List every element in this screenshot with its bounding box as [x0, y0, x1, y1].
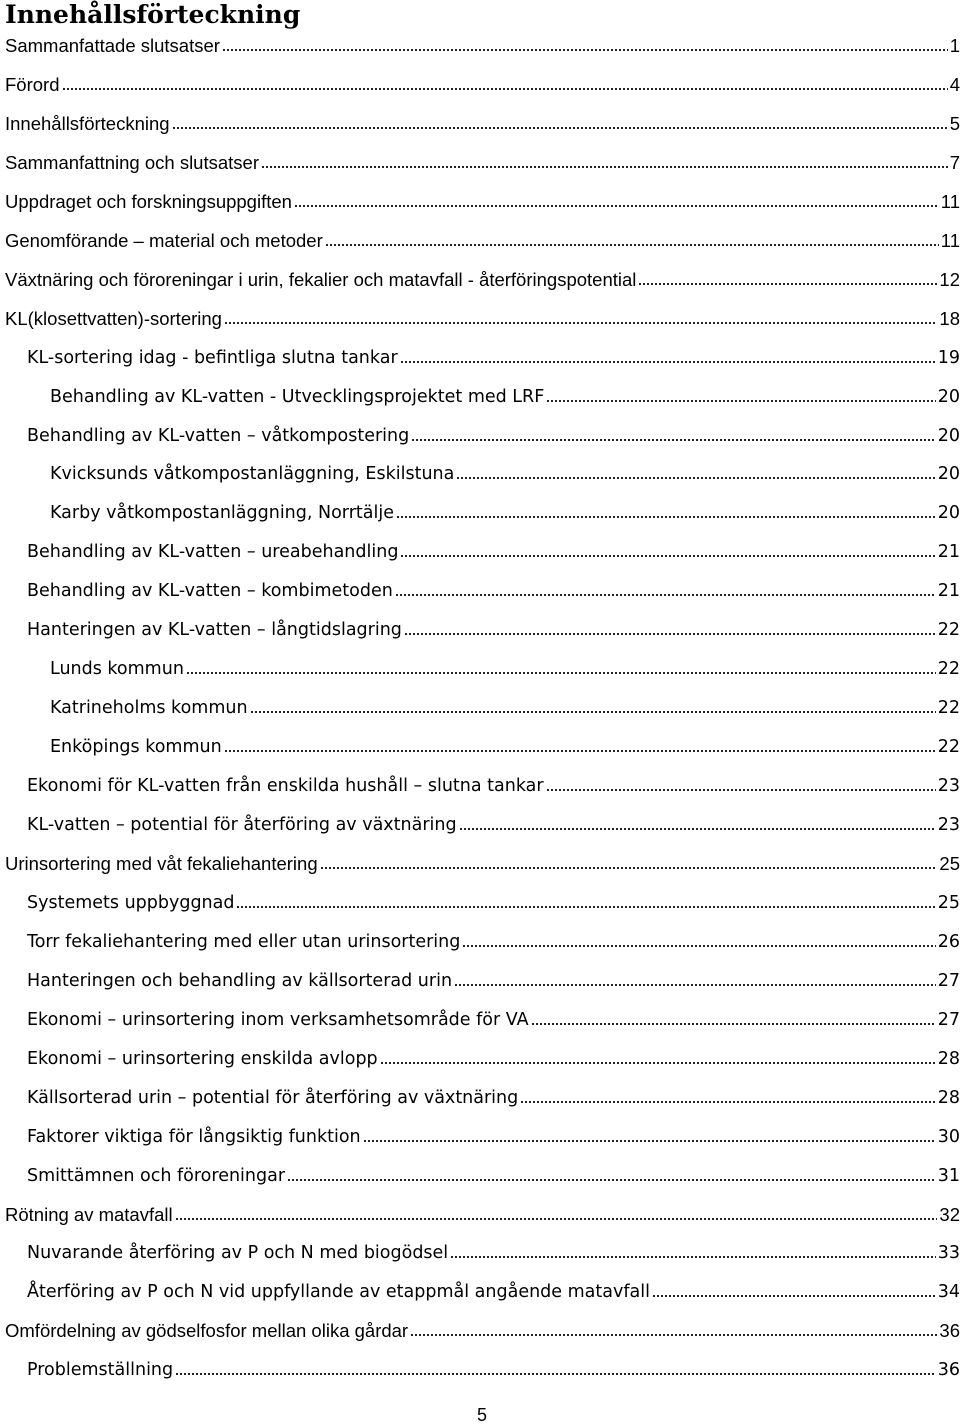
toc-entry-row	[50, 498, 960, 528]
toc-entry-page: 20	[937, 425, 960, 446]
toc-entry-row	[50, 654, 960, 684]
toc-entry-page: 12	[939, 268, 960, 290]
toc-entry-title: Sammanfattade slutsatser	[5, 35, 220, 56]
toc-entry-row	[5, 226, 960, 256]
toc-entry-title: Urinsortering med våt fekaliehantering	[5, 852, 318, 874]
toc-entry-title: Hanteringen och behandling av källsorterad urin	[27, 970, 453, 991]
toc-entry[interactable]	[0, 382, 960, 412]
toc-dot-leader	[261, 164, 948, 170]
toc-entry-page: 11	[940, 190, 960, 212]
toc-entry-page: 11	[940, 229, 960, 251]
toc-dot-leader	[224, 320, 937, 326]
toc-entry[interactable]	[0, 1005, 960, 1035]
toc-entry[interactable]	[0, 304, 960, 334]
toc-entry[interactable]	[0, 810, 960, 840]
toc-entry[interactable]	[0, 70, 960, 100]
toc-dot-leader	[462, 943, 935, 949]
toc-entry[interactable]	[0, 226, 960, 256]
toc-entry-row	[5, 1200, 960, 1230]
toc-entry-page: 23	[937, 776, 960, 797]
toc-dot-leader	[363, 1138, 936, 1144]
toc-entry-title: Systemets uppbyggnad	[27, 892, 235, 913]
toc-dot-leader	[222, 47, 948, 53]
toc-entry-row	[27, 615, 960, 645]
toc-entry[interactable]	[0, 1122, 960, 1152]
toc-entry-page: 20	[937, 464, 960, 485]
toc-dot-leader	[62, 86, 948, 92]
toc-entry-title: Katrineholms kommun	[50, 698, 248, 719]
toc-entry[interactable]	[0, 1277, 960, 1307]
toc-entry-title: Återföring av P och N vid uppfyllande av etappmål angående matavfall	[27, 1282, 650, 1303]
toc-entry-title: Omfördelning av gödselfosfor mellan olika gårdar	[5, 1320, 409, 1342]
toc-entry-row	[5, 265, 960, 295]
toc-dot-leader	[638, 281, 937, 287]
toc-dot-leader	[454, 982, 936, 988]
toc-dot-leader	[404, 631, 936, 637]
toc-entry[interactable]	[0, 1238, 960, 1268]
toc-dot-leader	[325, 242, 939, 248]
toc-entry-page: 33	[937, 1243, 960, 1264]
toc-entry-row	[5, 187, 960, 217]
toc-entry[interactable]	[0, 849, 960, 879]
toc-entry[interactable]	[0, 421, 960, 451]
toc-entry-row	[5, 304, 960, 334]
toc-dot-leader	[250, 709, 936, 715]
toc-entry-row	[5, 31, 960, 61]
toc-entry[interactable]	[0, 615, 960, 645]
toc-entry-title: Behandling av KL-vatten – ureabehandling	[27, 542, 399, 563]
toc-entry-page: 18	[939, 307, 960, 329]
toc-dot-leader	[287, 1177, 936, 1183]
toc-entry-row	[27, 537, 960, 567]
toc-entry-title: Innehållsförteckning	[5, 112, 170, 134]
toc-entry-title: Enköpings kommun	[50, 737, 222, 758]
toc-dot-leader	[450, 1254, 936, 1260]
toc-entry-page: 28	[937, 1087, 960, 1108]
toc-entry[interactable]	[0, 265, 960, 295]
toc-entry-row	[5, 109, 960, 139]
toc-entry-title: KL-vatten – potential för återföring av växtnäring	[27, 815, 457, 835]
toc-entry-page: 7	[949, 151, 960, 173]
toc-dot-leader	[652, 1293, 936, 1299]
toc-dot-leader	[395, 592, 936, 598]
toc-entry-title: Problemställning	[27, 1360, 174, 1381]
toc-entry-title: Behandling av KL-vatten – kombimetoden	[27, 581, 393, 602]
toc-dot-leader	[400, 359, 936, 365]
toc-entry-title: Ekonomi för KL-vatten från enskilda hushåll – slutna tankar	[27, 776, 544, 797]
toc-entry[interactable]	[0, 576, 960, 606]
toc-entry[interactable]	[0, 888, 960, 918]
toc-dot-leader	[546, 787, 936, 793]
toc-entry-page: 23	[937, 815, 960, 835]
toc-entry-title: Behandling av KL-vatten - Utvecklingsprojektet med LRF	[50, 386, 545, 407]
toc-entry-title: Hanteringen av KL-vatten – långtidslagring	[27, 620, 402, 641]
toc-entry-row	[27, 927, 960, 957]
toc-entry-row	[27, 810, 960, 840]
toc-entry-row	[5, 1316, 960, 1346]
toc-entry[interactable]	[0, 654, 960, 684]
toc-dot-leader	[294, 203, 939, 209]
toc-entry-row	[27, 343, 960, 373]
toc-entry[interactable]	[0, 187, 960, 217]
toc-entry-title: Behandling av KL-vatten – våtkompostering	[27, 425, 410, 446]
toc-entry-page: 25	[939, 852, 960, 874]
toc-entry-row	[27, 421, 960, 451]
toc-entry-page: 30	[937, 1126, 960, 1147]
toc-entry[interactable]	[0, 927, 960, 957]
toc-entry-title: Förord	[5, 73, 60, 95]
toc-dot-leader	[320, 865, 938, 871]
toc-entry-row	[27, 1083, 960, 1113]
toc-entry-row	[27, 1238, 960, 1268]
toc-entry[interactable]	[0, 1083, 960, 1113]
toc-entry[interactable]	[0, 693, 960, 723]
toc-entry-row	[5, 849, 960, 879]
toc-entry[interactable]	[0, 1200, 960, 1230]
toc-entry[interactable]	[0, 459, 960, 489]
toc-entry[interactable]	[0, 732, 960, 762]
page-number: 5	[476, 1405, 487, 1425]
toc-entry-row	[27, 576, 960, 606]
toc-entry-page: 20	[937, 386, 960, 407]
toc-entry[interactable]	[0, 537, 960, 567]
toc-entry-page: 31	[937, 1165, 960, 1186]
toc-dot-leader	[531, 1021, 936, 1027]
toc-entry-title: Nuvarande återföring av P och N med biogödsel	[27, 1243, 449, 1264]
page-title: Innehållsförteckning	[5, 0, 301, 29]
toc-dot-leader	[520, 1099, 935, 1105]
toc-entry-row	[5, 148, 960, 178]
toc-entry[interactable]	[0, 1161, 960, 1191]
toc-entry[interactable]	[0, 1316, 960, 1346]
toc-entry[interactable]	[0, 1355, 960, 1385]
toc-entry-title: Torr fekaliehantering med eller utan urinsortering	[27, 931, 461, 952]
toc-entry-title: Lunds kommun	[50, 659, 184, 680]
toc-dot-leader	[411, 437, 935, 443]
toc-entry-title: Genomförande – material och metoder	[5, 229, 323, 251]
toc-entry-title: Källsorterad urin – potential för återföring av växtnäring	[27, 1087, 519, 1108]
toc-entry[interactable]	[0, 966, 960, 996]
toc-entry-page: 36	[937, 1360, 960, 1381]
toc-entry-title: Sammanfattning och slutsatser	[5, 151, 259, 173]
toc-entry-row	[27, 888, 960, 918]
toc-entry-page: 34	[937, 1282, 960, 1303]
toc-dot-leader	[175, 1216, 938, 1222]
toc-entry-title: KL(klosettvatten)-sortering	[5, 307, 222, 329]
toc-entry[interactable]	[0, 31, 960, 61]
toc-entry-title: Växtnäring och föroreningar i urin, fekalier och matavfall - återföringspotential	[5, 268, 637, 290]
toc-entry-page: 4	[949, 73, 960, 95]
toc-entry-row	[27, 771, 960, 801]
toc-entry-row	[27, 1005, 960, 1035]
toc-entry-row	[50, 459, 960, 489]
toc-dot-leader	[396, 514, 936, 520]
toc-entry-row	[5, 70, 960, 100]
toc-entry-row	[27, 1277, 960, 1307]
toc-dot-leader	[224, 748, 936, 754]
toc-entry-page: 5	[949, 112, 960, 134]
toc-dot-leader	[172, 125, 948, 131]
toc-entry-page: 27	[937, 1009, 960, 1030]
toc-entry-page: 21	[937, 581, 960, 602]
toc-entry-row	[27, 1355, 960, 1385]
toc-entry-page: 22	[937, 737, 960, 758]
toc-entry[interactable]	[0, 771, 960, 801]
toc-entry-page: 1	[949, 35, 960, 56]
toc-dot-leader	[236, 904, 935, 910]
toc-dot-leader	[400, 553, 935, 559]
toc-entry-page: 20	[937, 503, 960, 524]
toc-entry-row	[27, 1044, 960, 1074]
toc-entry-title: Smittämnen och föroreningar	[27, 1165, 286, 1186]
toc-entry-title: Faktorer viktiga för långsiktig funktion	[27, 1126, 361, 1147]
toc-entry-title: Uppdraget och forskningsuppgiften	[5, 190, 292, 212]
toc-entry-page: 26	[937, 931, 960, 952]
toc-entry[interactable]	[0, 109, 960, 139]
toc-dot-leader	[546, 398, 935, 404]
toc-entry-page: 32	[939, 1203, 960, 1225]
toc-entry-title: Rötning av matavfall	[5, 1203, 173, 1225]
toc-entry-title: Ekonomi – urinsortering enskilda avlopp	[27, 1048, 378, 1069]
toc-entry[interactable]	[0, 1044, 960, 1074]
toc-dot-leader	[380, 1060, 936, 1066]
toc-entry-page: 21	[937, 542, 960, 563]
toc-entry-row	[50, 693, 960, 723]
toc-entry-row	[27, 966, 960, 996]
toc-entry-row	[50, 732, 960, 762]
toc-entry[interactable]	[0, 498, 960, 528]
toc-dot-leader	[186, 670, 936, 676]
toc-entry-page: 22	[937, 620, 960, 641]
toc-dot-leader	[459, 826, 936, 832]
toc-entry-title: Kvicksunds våtkompostanläggning, Eskilstuna	[50, 464, 455, 485]
toc-entry[interactable]	[0, 343, 960, 373]
toc-entry-page: 27	[937, 970, 960, 991]
toc-entry-row	[50, 382, 960, 412]
toc-entry-page: 22	[937, 659, 960, 680]
toc-dot-leader	[410, 1332, 937, 1338]
toc-dot-leader	[175, 1371, 936, 1377]
toc-entry-title: Ekonomi – urinsortering inom verksamhetsområde för VA	[27, 1009, 529, 1030]
toc-entry-row	[27, 1122, 960, 1152]
toc-entry-page: 25	[937, 892, 960, 913]
toc-entry-page: 36	[939, 1320, 960, 1342]
toc-dot-leader	[456, 475, 935, 481]
toc-entry-row	[27, 1161, 960, 1191]
toc-entry[interactable]	[0, 148, 960, 178]
toc-entry-page: 28	[937, 1048, 960, 1069]
toc-entry-page: 19	[937, 347, 960, 368]
toc-entry-title: KL-sortering idag - befintliga slutna tankar	[27, 347, 398, 368]
toc-entry-page: 22	[937, 698, 960, 719]
toc-entry-title: Karby våtkompostanläggning, Norrtälje	[50, 503, 394, 524]
